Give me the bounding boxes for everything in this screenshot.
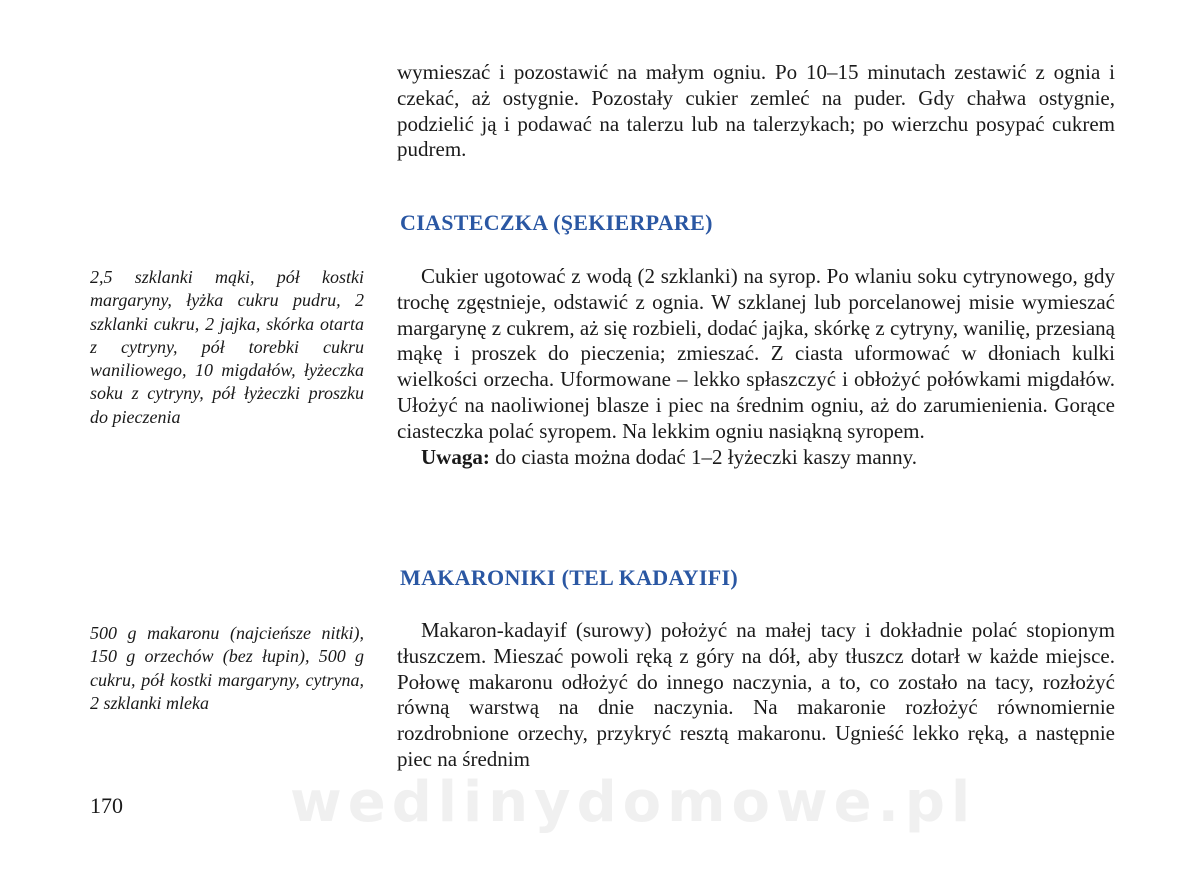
continued-paragraph: wymieszać i pozostawić na małym ogniu. Po 10–15 minutach zestawić z ognia i czekać, aż ostygnie. Pozostały cukier zemleć na puder. Gdy chałwa ostygnie, podzielić ją i podawać na talerzu lub na talerzykach; po wierzchu posypać cukrem pudrem. [397,60,1115,162]
watermark: wedlinydomowe.pl [290,770,977,835]
recipe2-body [397,618,1115,773]
page-number: 170 [90,793,123,818]
recipe1-note [397,445,1115,471]
top-paragraph-block [397,60,1115,163]
note-label: Uwaga: [421,444,490,469]
recipe2-instructions: Makaron-kadayif (surowy) położyć na małej tacy i dokładnie polać stopionym tłuszczem. Mieszać powoli ręką z góry na dół, aby tłuszcz dotarł w każde miejsce. Połowę makaronu odłożyć do innego naczynia, a to, co zostało na tacy, rozłożyć równą warstwą na dnie naczynia. Na makaronie rozłożyć równomiernie rozdrobnione orzechy, przykryć resztą makaronu. Ugnieść lekko ręką, a następnie piec na średnim [397,618,1115,771]
recipe1-ingredients: 2,5 szklanki mąki, pół kostki margaryny, łyżka cukru pudru, 2 szklanki cukru, 2 jajka, skórka otarta z cytryny, pół torebki cukru waniliowego, 10 migdałów, łyżeczka soku z cytryny, pół łyżeczki proszku do pieczenia [90,267,364,427]
recipe2-ingredients: 500 g makaronu (najcieńsze nitki), 150 g orzechów (bez łupin), 500 g cukru, pół kostki margaryny, cytryna, 2 szklanki mleka [90,623,364,713]
recipe1-title: CIASTECZKA (ŞEKIERPARE) [400,210,713,235]
note-text: do ciasta można dodać 1–2 łyżeczki kaszy manny. [489,444,918,469]
recipe2-title: MAKARONIKI (TEL KADAYIFI) [400,565,738,590]
recipe1-body [397,264,1115,470]
recipe1-instructions: Cukier ugotować z wodą (2 szklanki) na syrop. Po wlaniu soku cytrynowego, gdy trochę zgęstnieje, odstawić z ognia. W szklanej lub porcelanowej misie wymieszać margarynę z cukrem, aż się rozbieli, dodać jajka, skórkę z cytryny, wanilię, przesianą mąkę i proszek do pieczenia; zmieszać. Z ciasta uformować w dłoniach kulki wielkości orzecha. Uformowane – lekko spłaszczyć i obłożyć połówkami migdałów. Ułożyć na naoliwionej blasze i piec na średnim ogniu, aż do zarumienienia. Gorące ciasteczka polać syropem. Na lekkim ogniu nasiąkną syropem. [397,264,1115,443]
